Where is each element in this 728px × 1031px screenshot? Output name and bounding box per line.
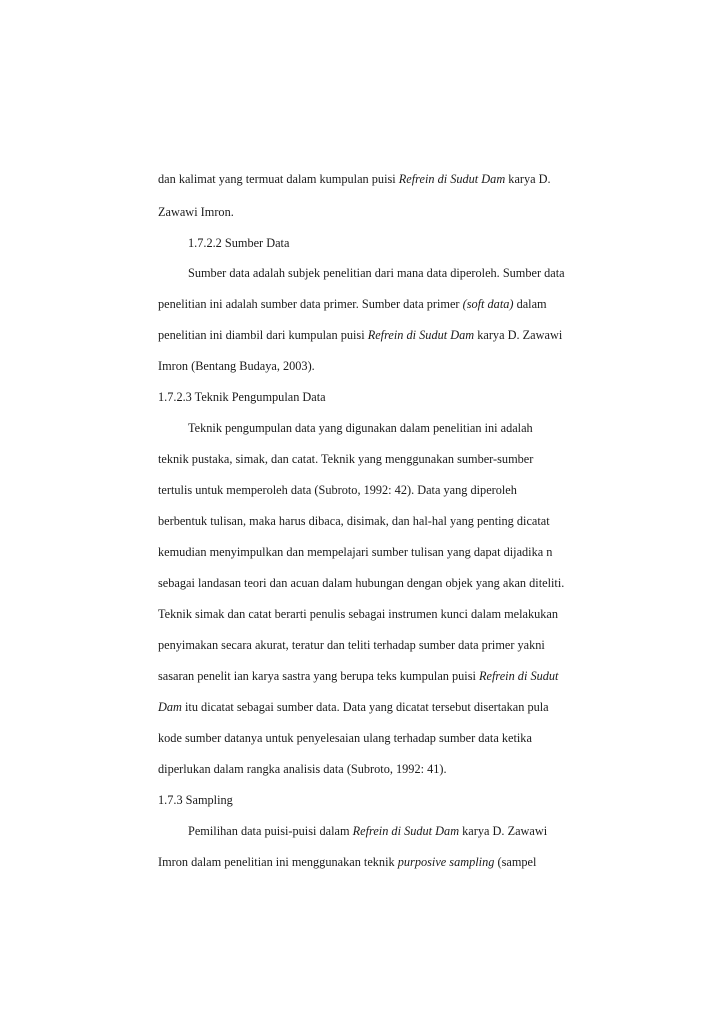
text-line: kode sumber datanya untuk penyelesaian ulang terhadap sumber data ketika [158, 731, 532, 745]
text-line: Sumber data adalah subjek penelitian dari mana data diperoleh. Sumber data [188, 266, 565, 280]
text-line: Dam itu dicatat sebagai sumber data. Data yang dicatat tersebut disertakan pula [158, 700, 549, 714]
text-line: sebagai landasan teori dan acuan dalam hubungan dengan objek yang akan diteliti. [158, 576, 565, 590]
text-line: penelitian ini adalah sumber data primer. Sumber data primer (soft data) dalam [158, 297, 547, 311]
text-line: Teknik pengumpulan data yang digunakan dalam penelitian ini adalah [188, 421, 533, 435]
section-heading: 1.7.3 Sampling [158, 793, 233, 807]
text-line: dan kalimat yang termuat dalam kumpulan puisi Refrein di Sudut Dam karya D. [158, 172, 551, 186]
text-line: diperlukan dalam rangka analisis data (Subroto, 1992: 41). [158, 762, 447, 776]
text-line: Imron dalam penelitian ini menggunakan teknik purposive sampling (sampel [158, 855, 537, 869]
text-line: Teknik simak dan catat berarti penulis sebagai instrumen kunci dalam melakukan [158, 607, 559, 621]
text-line: teknik pustaka, simak, dan catat. Teknik yang menggunakan sumber-sumber [158, 452, 534, 466]
text-line: kemudian menyimpulkan dan mempelajari sumber tulisan yang dapat dijadika n [158, 545, 553, 559]
text-line: penyimakan secara akurat, teratur dan teliti terhadap sumber data primer yakni [158, 638, 545, 652]
text-line: tertulis untuk memperoleh data (Subroto, 1992: 42). Data yang diperoleh [158, 483, 517, 497]
text-line: Zawawi Imron. [158, 205, 234, 219]
text-line: sasaran penelit ian karya sastra yang berupa teks kumpulan puisi Refrein di Sudut [158, 669, 559, 683]
text-line: Imron (Bentang Budaya, 2003). [158, 359, 315, 373]
subsection-heading: 1.7.2.2 Sumber Data [188, 236, 290, 250]
subsection-heading: 1.7.2.3 Teknik Pengumpulan Data [158, 390, 326, 404]
text-line: Pemilihan data puisi-puisi dalam Refrein di Sudut Dam karya D. Zawawi [188, 824, 548, 838]
text-line: penelitian ini diambil dari kumpulan puisi Refrein di Sudut Dam karya D. Zawawi [158, 328, 563, 342]
text-line: berbentuk tulisan, maka harus dibaca, disimak, dan hal-hal yang penting dicatat [158, 514, 550, 528]
